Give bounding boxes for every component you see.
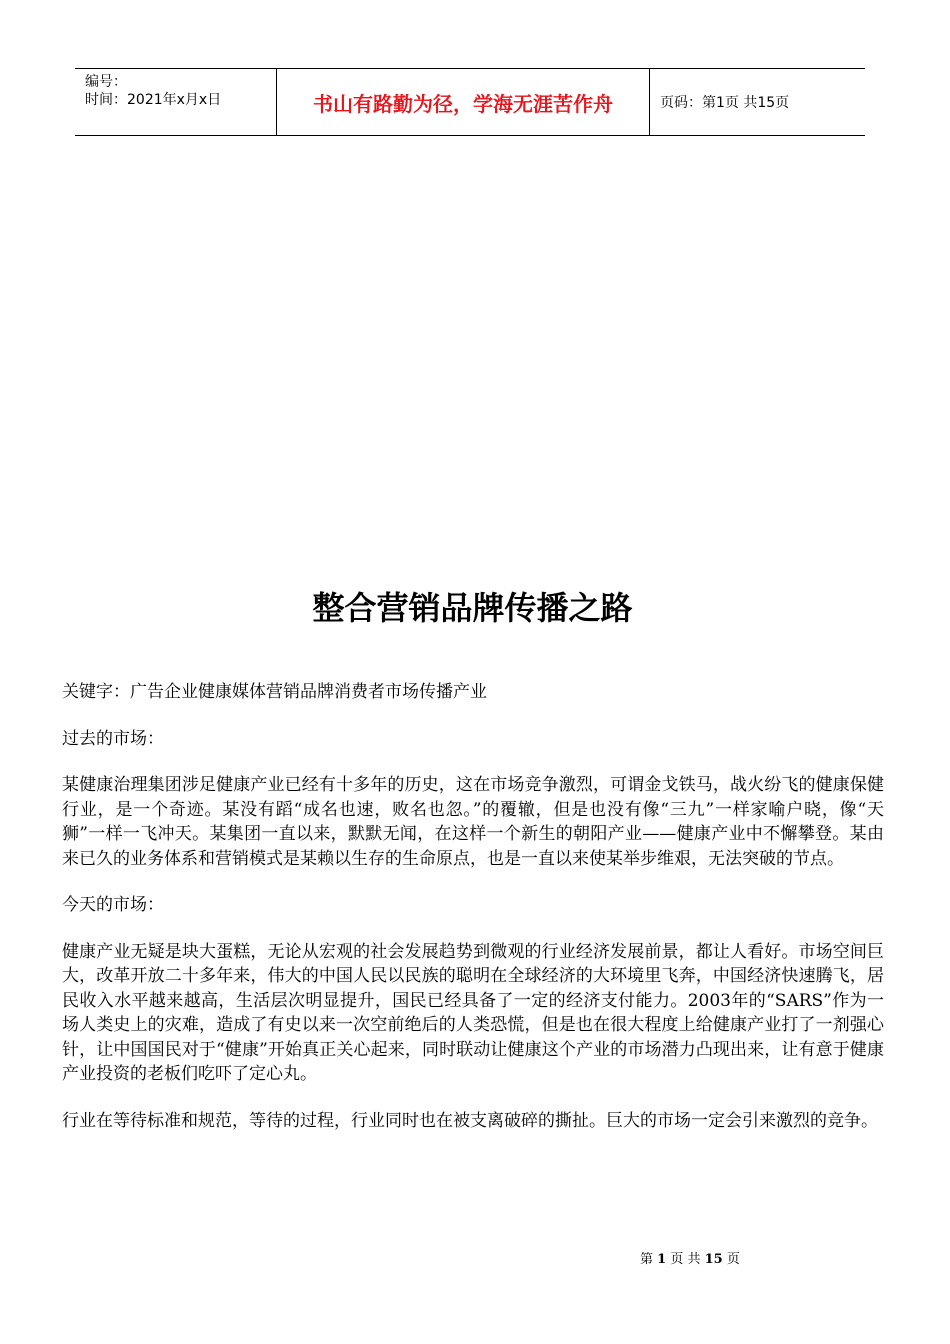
paragraph: 某健康治理集团涉足健康产业已经有十多年的历史，这在市场竞争激烈，可谓金戈铁马，战火纷飞的健康保健行业，是一个奇迹。某没有蹈“成名也速，败名也忽。”的覆辙，但是也没有像“三九”一样家喻户晓，像“天狮”一样一飞冲天。某集团一直以来，默默无闻，在这样一个新生的朝阳产业——健康产业中不懈攀登。某由来已久的业务体系和营销模式是某赖以生存的生命原点，也是一直以来使某举步维艰，无法突破的节点。 xyxy=(62,775,884,869)
time-label: 时间：2021年x月x日 xyxy=(85,92,222,108)
number-label: 编号： xyxy=(85,74,127,90)
footer-current-page: 1 xyxy=(657,1252,667,1267)
footer-middle: 页 共 xyxy=(666,1252,705,1267)
header-motto: 书山有路勤为径，学海无涯苦作舟 xyxy=(277,69,650,135)
footer-suffix: 页 xyxy=(722,1252,740,1267)
paragraph: 健康产业无疑是块大蛋糕，无论从宏观的社会发展趋势到微观的行业经济发展前景，都让人看好。市场空间巨大，改革开放二十多年来，伟大的中国人民以民族的聪明在全球经济的大环境里飞奔，中国经济快速腾飞，居民收入水平越来越高，生活层次明显提升，国民已经具备了一定的经济支付能力。2003年的“SARS”作为一场人类史上的灾难，造成了有史以来一次空前绝后的人类恐慌，但是也在很大程度上给健康产业打了一剂强心针，让中国国民对于“健康”开始真正关心起来，同时联动让健康这个产业的市场潜力凸现出来，让有意于健康产业投资的老板们吃吓了定心丸。 xyxy=(62,941,884,1084)
document-header xyxy=(75,68,865,136)
section-heading: 今天的市场： xyxy=(62,895,164,915)
header-meta-cell xyxy=(75,69,277,135)
footer-total-pages: 15 xyxy=(704,1252,723,1267)
footer-prefix: 第 xyxy=(640,1252,658,1267)
header-page-info: 页码：第1页 共15页 xyxy=(660,95,790,111)
document-body xyxy=(62,680,884,1155)
section-heading: 过去的市场： xyxy=(62,728,164,749)
paragraph: 行业在等待标准和规范，等待的过程，行业同时也在被支离破碎的撕扯。巨大的市场一定会引来激烈的竞争。 xyxy=(62,1110,878,1131)
page-footer xyxy=(640,1248,740,1267)
keywords: 关键字：广告企业健康媒体营销品牌消费者市场传播产业 xyxy=(62,682,487,702)
document-title: 整合营销品牌传播之路 xyxy=(312,589,633,627)
